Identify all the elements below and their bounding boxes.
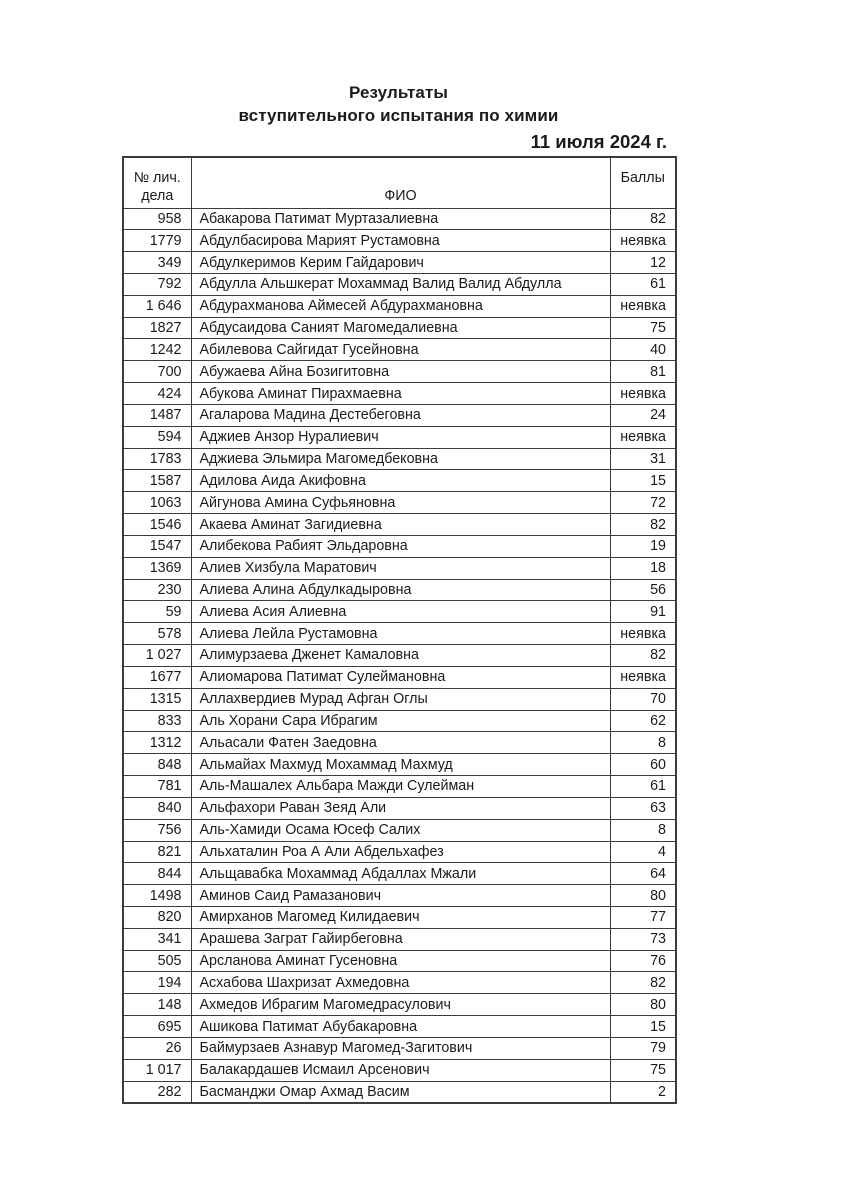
cell-score: 82 bbox=[610, 208, 676, 230]
cell-id: 958 bbox=[123, 208, 191, 230]
table-row bbox=[123, 928, 676, 950]
cell-score: неявка bbox=[610, 623, 676, 645]
cell-name: Аджиев Анзор Нуралиевич bbox=[191, 426, 610, 448]
table-row bbox=[123, 972, 676, 994]
cell-id: 349 bbox=[123, 252, 191, 274]
cell-name: Алиева Лейла Рустамовна bbox=[191, 623, 610, 645]
cell-name: Амирханов Магомед Килидаевич bbox=[191, 907, 610, 929]
table-row bbox=[123, 1016, 676, 1038]
cell-name: Ахмедов Ибрагим Магомедрасулович bbox=[191, 994, 610, 1016]
cell-id: 820 bbox=[123, 907, 191, 929]
cell-name: Баймурзаев Азнавур Магомед-Загитович bbox=[191, 1037, 610, 1059]
cell-score: 79 bbox=[610, 1037, 676, 1059]
date-label: 11 июля 2024 г. bbox=[530, 131, 667, 152]
table-row bbox=[123, 819, 676, 841]
page-subtitle: вступительного испытания по химии bbox=[238, 106, 559, 125]
cell-id: 505 bbox=[123, 950, 191, 972]
cell-id: 848 bbox=[123, 754, 191, 776]
cell-score: 76 bbox=[610, 950, 676, 972]
cell-id: 1063 bbox=[123, 492, 191, 514]
cell-score: 82 bbox=[610, 972, 676, 994]
table-row bbox=[123, 1059, 676, 1081]
cell-name: Акаева Аминат Загидиевна bbox=[191, 514, 610, 536]
cell-name: Айгунова Амина Суфьяновна bbox=[191, 492, 610, 514]
cell-name: Балакардашев Исмаил Арсенович bbox=[191, 1059, 610, 1081]
cell-score: 60 bbox=[610, 754, 676, 776]
cell-id: 1 027 bbox=[123, 645, 191, 667]
header-score: Баллы bbox=[610, 157, 676, 208]
cell-score: 40 bbox=[610, 339, 676, 361]
cell-id: 821 bbox=[123, 841, 191, 863]
table-row bbox=[123, 666, 676, 688]
cell-id: 844 bbox=[123, 863, 191, 885]
cell-score: неявка bbox=[610, 295, 676, 317]
cell-name: Аджиева Эльмира Магомедбековна bbox=[191, 448, 610, 470]
cell-id: 1498 bbox=[123, 885, 191, 907]
cell-id: 700 bbox=[123, 361, 191, 383]
table-row bbox=[123, 252, 676, 274]
table-row bbox=[123, 295, 676, 317]
cell-score: 18 bbox=[610, 557, 676, 579]
cell-id: 578 bbox=[123, 623, 191, 645]
cell-score: неявка bbox=[610, 383, 676, 405]
cell-score: 75 bbox=[610, 1059, 676, 1081]
cell-score: неявка bbox=[610, 426, 676, 448]
cell-score: 75 bbox=[610, 317, 676, 339]
cell-name: Алиева Асия Алиевна bbox=[191, 601, 610, 623]
cell-score: 24 bbox=[610, 404, 676, 426]
cell-id: 230 bbox=[123, 579, 191, 601]
cell-id: 1783 bbox=[123, 448, 191, 470]
table-row bbox=[123, 579, 676, 601]
cell-id: 1312 bbox=[123, 732, 191, 754]
cell-score: 91 bbox=[610, 601, 676, 623]
cell-score: 62 bbox=[610, 710, 676, 732]
cell-score: 64 bbox=[610, 863, 676, 885]
cell-score: 19 bbox=[610, 535, 676, 557]
cell-id: 594 bbox=[123, 426, 191, 448]
table-row bbox=[123, 339, 676, 361]
cell-id: 1546 bbox=[123, 514, 191, 536]
table-row bbox=[123, 1081, 676, 1103]
cell-id: 781 bbox=[123, 776, 191, 798]
cell-name: Абакарова Патимат Муртазалиевна bbox=[191, 208, 610, 230]
cell-score: 82 bbox=[610, 514, 676, 536]
table-row bbox=[123, 361, 676, 383]
cell-score: 31 bbox=[610, 448, 676, 470]
cell-name: Абукова Аминат Пирахмаевна bbox=[191, 383, 610, 405]
cell-id: 1677 bbox=[123, 666, 191, 688]
cell-name: Арашева Заграт Гайирбеговна bbox=[191, 928, 610, 950]
cell-score: 4 bbox=[610, 841, 676, 863]
cell-score: 8 bbox=[610, 732, 676, 754]
table-row bbox=[123, 470, 676, 492]
header-id-line1: № лич. bbox=[133, 169, 181, 186]
table-row bbox=[123, 863, 676, 885]
cell-name: Аль-Машалех Альбара Мажди Сулейман bbox=[191, 776, 610, 798]
cell-name: Альмайах Махмуд Мохаммад Махмуд bbox=[191, 754, 610, 776]
cell-id: 1 646 bbox=[123, 295, 191, 317]
cell-id: 1827 bbox=[123, 317, 191, 339]
cell-score: неявка bbox=[610, 230, 676, 252]
cell-name: Адилова Аида Акифовна bbox=[191, 470, 610, 492]
table-row bbox=[123, 1037, 676, 1059]
table-row bbox=[123, 688, 676, 710]
cell-score: 56 bbox=[610, 579, 676, 601]
cell-score: 2 bbox=[610, 1081, 676, 1103]
cell-id: 148 bbox=[123, 994, 191, 1016]
cell-id: 1547 bbox=[123, 535, 191, 557]
cell-name: Ашикова Патимат Абубакаровна bbox=[191, 1016, 610, 1038]
table-row bbox=[123, 841, 676, 863]
table-row bbox=[123, 623, 676, 645]
table-row bbox=[123, 426, 676, 448]
cell-name: Абилевова Сайгидат Гусейновна bbox=[191, 339, 610, 361]
table-row bbox=[123, 885, 676, 907]
cell-name: Арсланова Аминат Гусеновна bbox=[191, 950, 610, 972]
table-row bbox=[123, 754, 676, 776]
cell-id: 1779 bbox=[123, 230, 191, 252]
table-row bbox=[123, 950, 676, 972]
cell-score: 15 bbox=[610, 470, 676, 492]
cell-name: Абдулла Альшкерат Мохаммад Валид Валид Абдулла bbox=[191, 273, 610, 295]
cell-name: Алиева Алина Абдулкадыровна bbox=[191, 579, 610, 601]
cell-name: Алибекова Рабият Эльдаровна bbox=[191, 535, 610, 557]
results-table bbox=[122, 156, 677, 1104]
cell-id: 1587 bbox=[123, 470, 191, 492]
table-row bbox=[123, 317, 676, 339]
cell-score: 80 bbox=[610, 885, 676, 907]
table-row bbox=[123, 230, 676, 252]
cell-name: Асхабова Шахризат Ахмедовна bbox=[191, 972, 610, 994]
page-title: Результаты bbox=[348, 83, 448, 102]
cell-score: 72 bbox=[610, 492, 676, 514]
cell-score: 80 bbox=[610, 994, 676, 1016]
table-row bbox=[123, 492, 676, 514]
table-row bbox=[123, 645, 676, 667]
cell-score: 8 bbox=[610, 819, 676, 841]
table-row bbox=[123, 208, 676, 230]
cell-name: Алимурзаева Дженет Камаловна bbox=[191, 645, 610, 667]
cell-id: 1 017 bbox=[123, 1059, 191, 1081]
cell-score: 61 bbox=[610, 273, 676, 295]
header-id-line2: дела bbox=[141, 187, 174, 204]
table-row bbox=[123, 601, 676, 623]
cell-name: Агаларова Мадина Дестебеговна bbox=[191, 404, 610, 426]
cell-name: Аминов Саид Рамазанович bbox=[191, 885, 610, 907]
cell-id: 59 bbox=[123, 601, 191, 623]
cell-name: Абдусаидова Саният Магомедалиевна bbox=[191, 317, 610, 339]
table-row bbox=[123, 732, 676, 754]
table-row bbox=[123, 994, 676, 1016]
cell-name: Альщавабка Мохаммад Абдаллах Мжали bbox=[191, 863, 610, 885]
cell-name: Аль-Хамиди Осама Юсеф Салих bbox=[191, 819, 610, 841]
cell-name: Басманджи Омар Ахмад Васим bbox=[191, 1081, 610, 1103]
cell-name: Аллахвердиев Мурад Афган Оглы bbox=[191, 688, 610, 710]
cell-id: 424 bbox=[123, 383, 191, 405]
cell-id: 26 bbox=[123, 1037, 191, 1059]
table-row bbox=[123, 514, 676, 536]
cell-name: Альфахори Раван Зеяд Али bbox=[191, 797, 610, 819]
cell-name: Алиев Хизбула Маратович bbox=[191, 557, 610, 579]
cell-score: 82 bbox=[610, 645, 676, 667]
cell-score: неявка bbox=[610, 666, 676, 688]
table-row bbox=[123, 776, 676, 798]
cell-score: 77 bbox=[610, 907, 676, 929]
cell-score: 63 bbox=[610, 797, 676, 819]
cell-id: 695 bbox=[123, 1016, 191, 1038]
table-row bbox=[123, 404, 676, 426]
results-table-body bbox=[123, 208, 676, 1103]
cell-score: 61 bbox=[610, 776, 676, 798]
table-row bbox=[123, 797, 676, 819]
cell-id: 840 bbox=[123, 797, 191, 819]
cell-id: 194 bbox=[123, 972, 191, 994]
cell-score: 70 bbox=[610, 688, 676, 710]
cell-id: 1242 bbox=[123, 339, 191, 361]
table-row bbox=[123, 557, 676, 579]
table-row bbox=[123, 535, 676, 557]
cell-name: Алиомарова Патимат Сулеймановна bbox=[191, 666, 610, 688]
cell-id: 282 bbox=[123, 1081, 191, 1103]
cell-id: 756 bbox=[123, 819, 191, 841]
cell-score: 15 bbox=[610, 1016, 676, 1038]
cell-name: Абдурахманова Аймесей Абдурахмановна bbox=[191, 295, 610, 317]
header-name: ФИО bbox=[191, 157, 610, 208]
table-row bbox=[123, 383, 676, 405]
cell-id: 1487 bbox=[123, 404, 191, 426]
header-row bbox=[123, 157, 676, 208]
cell-name: Альхаталин Роа А Али Абдельхафез bbox=[191, 841, 610, 863]
cell-name: Аль Хорани Сара Ибрагим bbox=[191, 710, 610, 732]
table-row bbox=[123, 273, 676, 295]
cell-id: 341 bbox=[123, 928, 191, 950]
header-id bbox=[123, 157, 191, 208]
cell-name: Абдулкеримов Керим Гайдарович bbox=[191, 252, 610, 274]
table-row bbox=[123, 907, 676, 929]
cell-score: 81 bbox=[610, 361, 676, 383]
cell-score: 73 bbox=[610, 928, 676, 950]
cell-id: 792 bbox=[123, 273, 191, 295]
table-row bbox=[123, 448, 676, 470]
cell-id: 1315 bbox=[123, 688, 191, 710]
cell-name: Абдулбасирова Марият Рустамовна bbox=[191, 230, 610, 252]
cell-name: Абужаева Айна Бозигитовна bbox=[191, 361, 610, 383]
cell-id: 1369 bbox=[123, 557, 191, 579]
cell-name: Альасали Фатен Заедовна bbox=[191, 732, 610, 754]
cell-score: 12 bbox=[610, 252, 676, 274]
table-row bbox=[123, 710, 676, 732]
cell-id: 833 bbox=[123, 710, 191, 732]
